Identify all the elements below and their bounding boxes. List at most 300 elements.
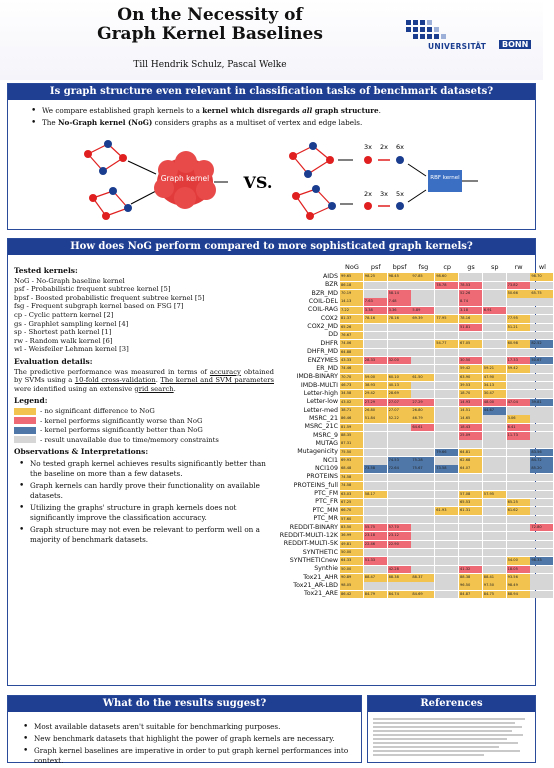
table-cell	[435, 582, 458, 590]
table-cell	[483, 290, 506, 298]
table-cell: 22.46	[364, 541, 387, 549]
text-underline: grid search	[134, 384, 174, 393]
table-cell: 30.47	[483, 390, 506, 398]
reference-line	[373, 718, 525, 720]
title-line-2: Graph Kernel Baselines	[97, 24, 323, 44]
table-cell	[507, 449, 530, 457]
table-cell: 57.60	[340, 516, 363, 524]
table-cell: 76.67	[340, 332, 363, 340]
kernel-item: fsg - Frequent subgraph kernel based on FSG [7]	[14, 302, 184, 311]
table-cell: 61.93	[435, 507, 458, 515]
column-header: rw	[514, 263, 523, 271]
table-cell: 51.33	[364, 557, 387, 565]
table-cell: 48.00	[483, 399, 506, 407]
table-cell	[507, 382, 530, 390]
conclusion-bullets	[18, 722, 358, 768]
table-cell	[483, 440, 506, 448]
table-cell: 64.07	[459, 465, 482, 473]
dataset-name: COIL-RAG	[307, 306, 338, 314]
table-cell	[435, 457, 458, 465]
table-cell: 57.70	[388, 524, 411, 532]
table-cell: 75.28	[411, 457, 434, 465]
table-cell: 52.22	[388, 415, 411, 423]
table-cell: 62.68	[459, 457, 482, 465]
reference-line	[373, 734, 523, 736]
table-cell: 17.33	[507, 357, 530, 365]
table-cell: 44.67	[483, 407, 506, 415]
table-cell: 23.12	[388, 532, 411, 540]
table-cell: 18.43	[459, 424, 482, 432]
table-cell: 86.46	[340, 415, 363, 423]
table-cell	[507, 273, 530, 281]
table-cell: 7.63	[364, 298, 387, 306]
table-cell	[530, 549, 553, 557]
table-cell: 97.85	[411, 273, 434, 281]
table-cell	[411, 491, 434, 499]
table-cell	[364, 549, 387, 557]
table-cell: 32.00	[388, 357, 411, 365]
table-cell	[507, 349, 530, 357]
table-cell: 88.41	[483, 574, 506, 582]
dataset-name: PROTEINS_full	[293, 481, 338, 489]
table-cell	[459, 474, 482, 482]
table-cell: 46.79	[411, 415, 434, 423]
legend-swatch	[14, 427, 36, 434]
table-cell	[507, 440, 530, 448]
table-cell: 26.80	[364, 407, 387, 415]
dataset-name: COIL-DEL	[308, 298, 338, 306]
table-cell	[411, 365, 434, 373]
observations-heading: Observations & Interpretations:	[14, 447, 149, 457]
table-cell	[411, 298, 434, 306]
table-cell: 38.93	[364, 382, 387, 390]
table-cell	[364, 324, 387, 332]
legend-row	[14, 407, 274, 416]
table-cell	[459, 549, 482, 557]
table-cell: 78.16	[459, 315, 482, 323]
text-span: We compare established graph kernels to a	[42, 106, 203, 115]
table-cell	[388, 491, 411, 499]
references-list	[373, 716, 531, 758]
table-cell	[435, 324, 458, 332]
table-cell	[411, 532, 434, 540]
table-cell: 84.74	[388, 591, 411, 599]
table-cell: 41.32	[459, 566, 482, 574]
table-cell	[364, 516, 387, 524]
table-cell: 58.14	[388, 290, 411, 298]
table-cell: 30.50	[459, 357, 482, 365]
dataset-name: AIDS	[322, 273, 338, 280]
table-cell	[435, 357, 458, 365]
nog-diagram	[68, 136, 508, 224]
table-cell: 98.60	[435, 273, 458, 281]
dataset-name: Letter-med	[303, 406, 338, 414]
table-cell	[483, 557, 506, 565]
table-cell: 22.90	[388, 541, 411, 549]
legend-row	[14, 417, 274, 426]
table-cell: 74.53	[388, 457, 411, 465]
dataset-name: Letter-low	[306, 398, 338, 406]
dataset-name: NCI109	[315, 465, 338, 473]
table-cell: 46.73	[340, 382, 363, 390]
motivation-bullet	[26, 106, 526, 116]
table-cell	[530, 499, 553, 507]
table-cell	[411, 357, 434, 365]
reference-line	[373, 750, 520, 752]
table-cell	[388, 332, 411, 340]
table-cell: 50.00	[340, 549, 363, 557]
table-cell	[530, 324, 553, 332]
table-cell	[507, 407, 530, 415]
table-cell	[483, 474, 506, 482]
table-cell: 98.70	[530, 273, 553, 281]
legend-row	[14, 426, 274, 435]
table-cell: 50.00	[340, 566, 363, 574]
table-cell: 60.10	[388, 374, 411, 382]
table-cell: 86.18	[340, 282, 363, 290]
table-cell	[530, 365, 553, 373]
table-cell	[459, 532, 482, 540]
table-cell: 50.67	[530, 357, 553, 365]
dataset-name: MSRC_21C	[304, 423, 338, 431]
kernel-item: rw - Random walk kernel [6]	[14, 336, 113, 345]
dataset-name: MUTAG	[315, 440, 338, 447]
reference-line	[373, 738, 507, 740]
table-cell	[483, 457, 506, 465]
table-cell	[364, 332, 387, 340]
legend-swatch	[14, 436, 36, 443]
results-left-column	[14, 263, 274, 547]
dataset-name: PTC_FM	[314, 490, 338, 498]
kernel-item: gs - Graphlet sampling kernel [4]	[14, 319, 129, 328]
dataset-name: DD	[328, 331, 338, 339]
table-cell	[411, 499, 434, 507]
input-graph-icon	[88, 144, 123, 171]
motivation-bullet	[26, 118, 526, 128]
table-cell: 88.94	[507, 591, 530, 599]
table-cell	[435, 491, 458, 499]
table-cell	[388, 349, 411, 357]
table-cell	[483, 432, 506, 440]
table-cell: 64.81	[459, 449, 482, 457]
dataset-name: Synthie	[314, 565, 338, 573]
table-cell	[411, 440, 434, 448]
table-cell: 63.90	[459, 374, 482, 382]
table-cell	[388, 482, 411, 490]
dataset-name: COX2_MD	[307, 323, 338, 331]
table-cell	[483, 482, 506, 490]
table-cell	[388, 474, 411, 482]
poster-header	[0, 0, 543, 80]
dataset-name: Tox21_ARE	[304, 590, 338, 598]
table-cell: 67.25	[340, 499, 363, 507]
table-cell	[459, 349, 482, 357]
count-label: 3x	[380, 190, 388, 198]
table-cell: 61.50	[411, 374, 434, 382]
table-cell: 26.80	[411, 407, 434, 415]
dataset-name: DHFR_MD	[306, 348, 338, 356]
section-results-heading: How does NoG perform compared to more sophisticated graph kernels?	[8, 239, 535, 255]
legend-text: - no significant difference to NoG	[40, 406, 155, 415]
table-cell: 59.42	[507, 365, 530, 373]
text-bold: graph structure	[312, 106, 379, 115]
table-cell: 54.77	[435, 340, 458, 348]
table-cell: 14.51	[459, 407, 482, 415]
table-cell	[364, 424, 387, 432]
table-cell: 27.29	[411, 399, 434, 407]
legend-swatch	[14, 408, 36, 415]
table-cell	[483, 549, 506, 557]
table-cell: 49.81	[340, 541, 363, 549]
text-span: obtained by SVMs using a	[14, 367, 274, 385]
table-cell	[530, 440, 553, 448]
text-span: considers graphs as a multiset of vertex and edge labels.	[152, 118, 363, 127]
dataset-name: IMDB-BINARY	[296, 373, 338, 381]
table-cell	[483, 516, 506, 524]
logo-text: UNIVERSITÄT	[428, 42, 487, 51]
table-cell	[435, 541, 458, 549]
table-cell	[411, 474, 434, 482]
column-header: bpsf	[392, 263, 407, 271]
table-cell	[435, 290, 458, 298]
table-cell: 57.95	[483, 491, 506, 499]
table-cell	[459, 482, 482, 490]
column-header: gs	[467, 263, 475, 271]
section-references-heading: References	[368, 696, 535, 712]
table-cell	[388, 507, 411, 515]
table-cell	[411, 340, 434, 348]
table-cell	[507, 474, 530, 482]
section-motivation	[7, 83, 536, 230]
table-cell: 68.48	[340, 465, 363, 473]
table-cell: 84.87	[459, 591, 482, 599]
legend-text: - kernel performs significantly better than NoG	[40, 426, 203, 435]
table-cell: 51.84	[364, 415, 387, 423]
table-cell: 97.50	[483, 582, 506, 590]
table-cell	[411, 390, 434, 398]
observation-item: • Graph kernels can hardly prove their functionality on available datasets.	[14, 481, 274, 501]
table-cell	[388, 516, 411, 524]
dataset-name: ER_MD	[316, 364, 338, 372]
count-label: 2x	[380, 143, 388, 151]
kernel-item: bpsf - Boosted probabilistic frequent subtree kernel [5]	[14, 293, 205, 302]
table-cell: 70.19	[340, 290, 363, 298]
table-cell: 74.06	[340, 340, 363, 348]
count-label: 2x	[364, 190, 372, 198]
text-underline: accuracy	[209, 367, 241, 376]
dataset-name: PTC_MM	[312, 506, 338, 514]
table-cell	[530, 374, 553, 382]
dataset-name: DHFR	[320, 339, 338, 347]
table-cell	[435, 474, 458, 482]
text-span: were identified using an extensive	[14, 384, 135, 393]
text-span: The	[42, 118, 58, 127]
table-cell: 74.58	[340, 474, 363, 482]
table-cell: 98.33	[530, 557, 553, 565]
table-cell	[435, 349, 458, 357]
table-cell: 75.50	[340, 449, 363, 457]
table-cell	[411, 332, 434, 340]
table-cell: 34.13	[483, 382, 506, 390]
dataset-name: REDDIT-MULTI-5K	[283, 540, 338, 548]
table-cell	[507, 482, 530, 490]
table-cell	[530, 432, 553, 440]
table-cell: 23.18	[364, 532, 387, 540]
table-cell: 43.02	[340, 399, 363, 407]
table-cell: 28.69	[388, 390, 411, 398]
table-cell	[530, 415, 553, 423]
table-cell: 6.91	[483, 307, 506, 315]
table-cell	[435, 532, 458, 540]
table-cell	[364, 290, 387, 298]
text-underline: 10-fold cross-validation	[74, 376, 156, 385]
table-cell	[459, 557, 482, 565]
table-cell	[435, 524, 458, 532]
dataset-name: PTC_FR	[315, 498, 338, 506]
table-cell: 78.53	[459, 282, 482, 290]
reference-line	[373, 722, 515, 724]
table-cell: 38.71	[340, 407, 363, 415]
legend	[14, 407, 274, 444]
table-cell: 58.17	[364, 491, 387, 499]
table-cell	[483, 357, 506, 365]
table-cell: 11.73	[507, 432, 530, 440]
text-underline: The kernel and SVM parameters	[160, 376, 275, 385]
table-cell: 52.26	[459, 290, 482, 298]
table-cell	[435, 549, 458, 557]
table-cell: 27.29	[364, 399, 387, 407]
column-header: NoG	[345, 263, 359, 271]
table-cell	[459, 516, 482, 524]
table-cell	[507, 491, 530, 499]
table-cell	[483, 449, 506, 457]
table-cell	[411, 541, 434, 549]
dataset-name: COX2	[320, 314, 338, 322]
table-cell: 54.00	[507, 557, 530, 565]
table-cell	[483, 340, 506, 348]
table-cell: 88.35	[340, 432, 363, 440]
table-cell: 55.75	[364, 524, 387, 532]
table-cell	[388, 549, 411, 557]
table-cell	[459, 273, 482, 281]
table-cell	[530, 566, 553, 574]
table-cell: 57.08	[459, 491, 482, 499]
dataset-name: BZR	[324, 281, 338, 289]
rbf-kernel-box	[428, 170, 462, 192]
table-cell: 93.56	[507, 574, 530, 582]
table-cell: 74.46	[340, 365, 363, 373]
table-cell: 77.95	[507, 315, 530, 323]
table-cell	[530, 349, 553, 357]
reference-line	[373, 742, 518, 744]
table-cell	[483, 499, 506, 507]
table-cell	[459, 541, 482, 549]
table-cell: 40.13	[388, 382, 411, 390]
table-cell: 88.38	[459, 574, 482, 582]
dataset-name: SYNTHETIC	[302, 548, 338, 556]
text-span: .	[173, 384, 176, 393]
table-cell	[530, 298, 553, 306]
table-cell: 39.53	[459, 382, 482, 390]
table-cell: 27.07	[388, 407, 411, 415]
table-cell	[530, 407, 553, 415]
table-cell: 64.88	[340, 349, 363, 357]
table-cell: 59.42	[459, 365, 482, 373]
label-multiset-icon	[364, 156, 404, 210]
table-cell	[483, 349, 506, 357]
table-cell: 88.38	[388, 574, 411, 582]
table-cell	[507, 332, 530, 340]
table-cell: 84.69	[411, 591, 434, 599]
table-cell	[364, 282, 387, 290]
dataset-name: Letter-high	[303, 389, 338, 397]
table-cell	[411, 507, 434, 515]
table-cell	[530, 516, 553, 524]
table-cell: 98.45	[388, 273, 411, 281]
table-cell	[483, 507, 506, 515]
table-cell	[411, 524, 434, 532]
table-cell	[530, 424, 553, 432]
table-cell	[435, 390, 458, 398]
table-cell: 25.09	[459, 432, 482, 440]
table-cell	[507, 374, 530, 382]
dataset-name: ENZYMES	[307, 356, 338, 364]
table-cell	[483, 332, 506, 340]
table-cell: 6.41	[507, 424, 530, 432]
table-cell	[435, 432, 458, 440]
text-bold: No-Graph kernel (NoG)	[57, 118, 153, 127]
table-cell: 60.98	[507, 340, 530, 348]
section-conclusion-heading: What do the results suggest?	[8, 696, 361, 712]
table-cell	[483, 541, 506, 549]
table-cell	[530, 315, 553, 323]
table-cell	[364, 482, 387, 490]
table-cell	[507, 465, 530, 473]
table-cell: 79.66	[435, 449, 458, 457]
table-cell	[530, 382, 553, 390]
table-cell	[435, 365, 458, 373]
table-cell	[530, 491, 553, 499]
table-cell	[411, 557, 434, 565]
table-cell	[388, 324, 411, 332]
table-cell: 8.74	[459, 298, 482, 306]
table-cell	[530, 574, 553, 582]
table-cell: 73.58	[364, 465, 387, 473]
table-cell: 39.81	[530, 399, 553, 407]
dataset-name: REDDIT-MULTI-12K	[279, 531, 338, 539]
dataset-name: PROTEINS	[306, 473, 338, 481]
table-cell	[530, 541, 553, 549]
vs-label: VS.	[243, 173, 273, 192]
table-cell	[507, 307, 530, 315]
table-cell	[507, 541, 530, 549]
table-cell: 51.81	[459, 324, 482, 332]
table-cell: 83.50	[340, 524, 363, 532]
table-cell: 14.65	[459, 415, 482, 423]
table-cell	[435, 374, 458, 382]
title-line-1: On the Necessity of	[117, 5, 303, 25]
table-cell: 66.70	[340, 507, 363, 515]
kernel-item: NoG - No-Graph baseline kernel	[14, 276, 125, 285]
table-cell	[364, 582, 387, 590]
count-label: 3x	[364, 143, 372, 151]
table-cell	[530, 507, 553, 515]
table-cell	[411, 516, 434, 524]
dataset-name: IMDB-MULTI	[300, 381, 338, 389]
table-cell	[435, 574, 458, 582]
table-cell: 87.31	[340, 440, 363, 448]
table-cell: 69.39	[411, 315, 434, 323]
